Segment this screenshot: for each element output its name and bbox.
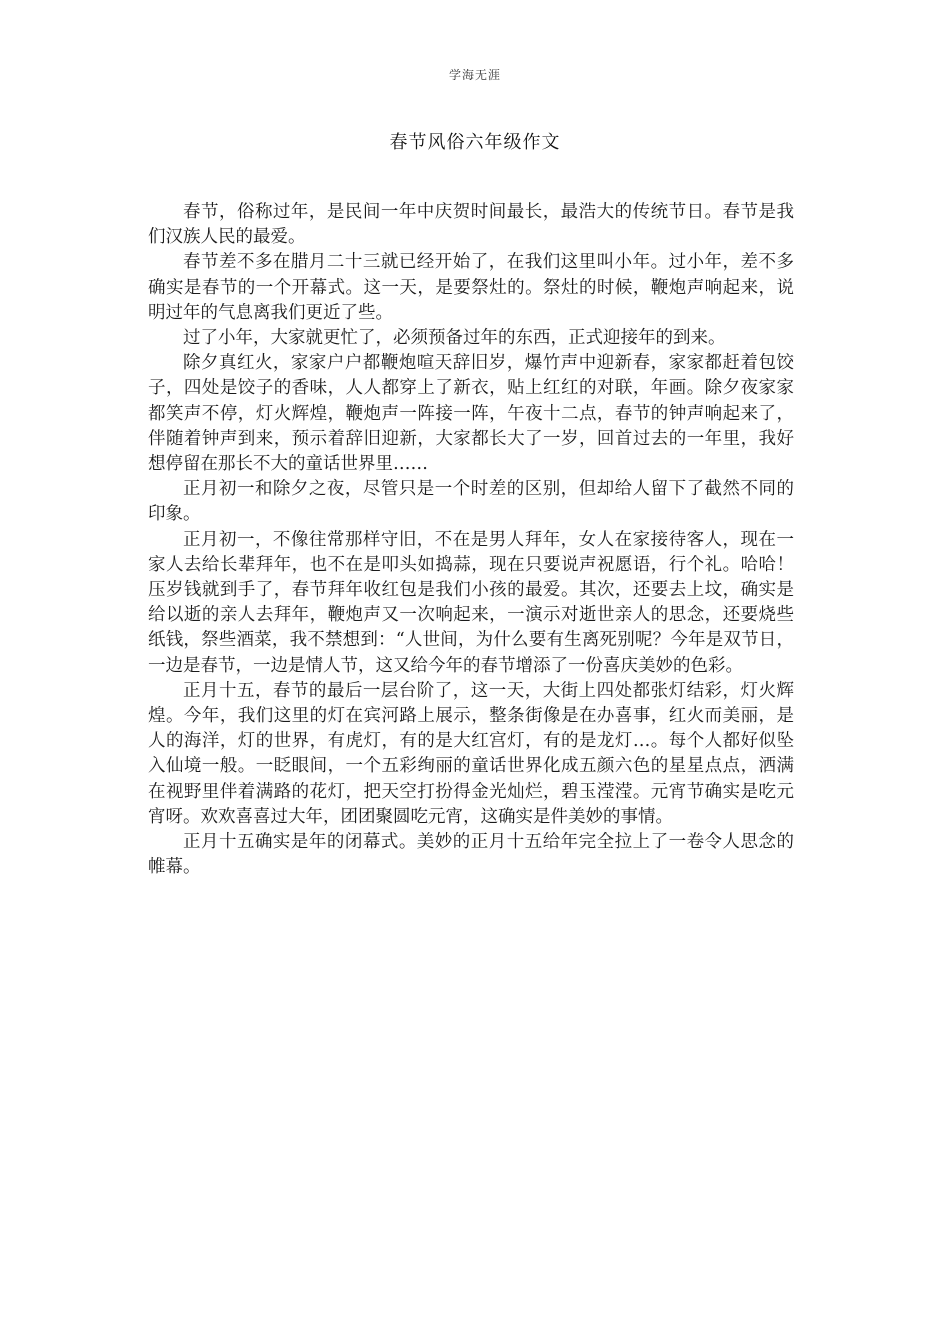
- document-body: [148, 200, 794, 880]
- paragraph: 正月十五确实是年的闭幕式。美妙的正月十五给年完全拉上了一卷令人思念的帷幕。: [148, 832, 794, 878]
- paragraph: 过了小年，大家就更忙了，必须预备过年的东西，正式迎接年的到来。: [183, 328, 726, 349]
- paragraph: 正月十五，春节的最后一层台阶了，这一天，大街上四处都张灯结彩，灯火辉煌。今年，我们这里的灯在宾河路上展示，整条街像是在办喜事，红火而美丽，是人的海洋，灯的世界，有虎灯，有的是大红宫灯，有的是龙灯…。每个人都好似坠入仙境一般。一眨眼间，一个五彩绚丽的童话世界化成五颜六色的星星点点，洒满在视野里伴着满路的花灯，把天空打扮得金光灿烂，碧玉滢滢。元宵节确实是吃元宵呀。欢欢喜喜过大年，团团聚圆吃元宵，这确实是件美妙的事情。: [148, 680, 794, 827]
- document-title: 春节风俗六年级作文: [389, 132, 561, 153]
- paragraph: 正月初一和除夕之夜，尽管只是一个时差的区别，但却给人留下了截然不同的印象。: [148, 479, 794, 525]
- paragraph: 正月初一，不像往常那样守旧，不在是男人拜年，女人在家接待客人，现在一家人去给长辈拜年，也不在是叩头如捣蒜，现在只要说声祝愿语，行个礼。哈哈！压岁钱就到手了，春节拜年收红包是我们小孩的最爱。其次，还要去上坟，确实是给以逝的亲人去拜年，鞭炮声又一次响起来，一演示对逝世亲人的思念，还要烧些纸钱，祭些酒菜，我不禁想到：“人世间，为什么要有生离死别呢？今年是双节日，一边是春节，一边是情人节，这又给今年的春节增添了一份喜庆美妙的色彩。: [148, 529, 794, 676]
- paragraph: 春节，俗称过年，是民间一年中庆贺时间最长，最浩大的传统节日。春节是我们汉族人民的最爱。: [148, 202, 794, 248]
- paragraph: 除夕真红火，家家户户都鞭炮喧天辞旧岁，爆竹声中迎新春，家家都赶着包饺子，四处是饺子的香味，人人都穿上了新衣，贴上红红的对联，年画。除夕夜家家都笑声不停，灯火辉煌，鞭炮声一阵接一阵，午夜十二点，春节的钟声响起来了，伴随着钟声到来，预示着辞旧迎新，大家都长大了一岁，回首过去的一年里，我好想停留在那长不大的童话世界里……: [148, 353, 794, 475]
- page-header: 学海无涯: [448, 68, 501, 82]
- paragraph: 春节差不多在腊月二十三就已经开始了，在我们这里叫小年。过小年，差不多确实是春节的一个开幕式。这一天，是要祭灶的。祭灶的时候，鞭炮声响起来，说明过年的气息离我们更近了些。: [148, 252, 794, 323]
